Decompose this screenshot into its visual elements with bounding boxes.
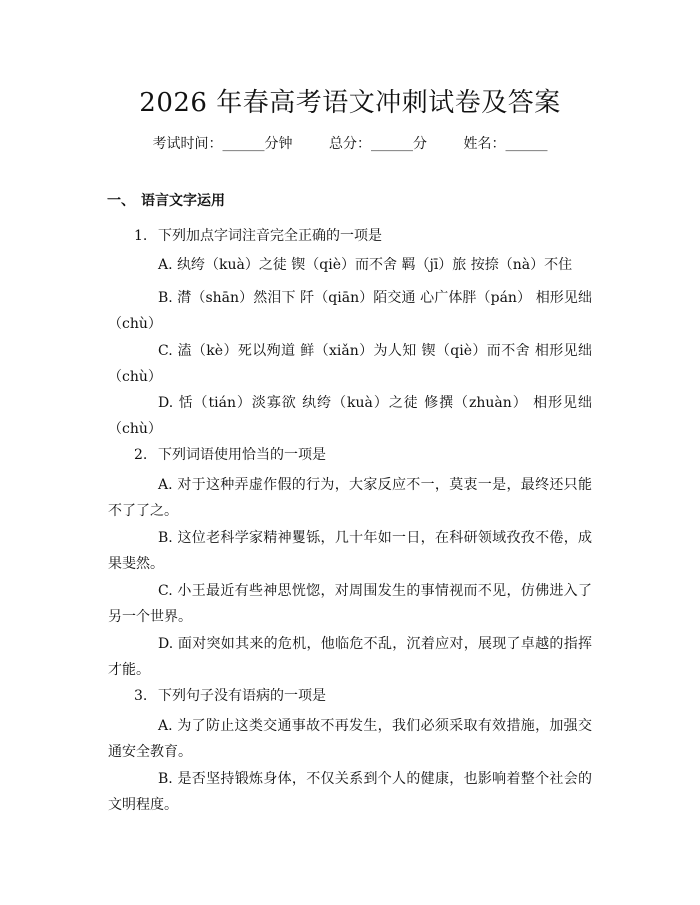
question-text: 下列加点字词注音完全正确的一项是	[158, 228, 382, 244]
question-text: 下列词语使用恰当的一项是	[158, 447, 326, 463]
option-1d: D. 恬（tián）淡寡欲 纨绔（kuà）之徒 修撰（zhuàn） 相形见绌（chù）	[108, 395, 592, 437]
option-1a: A. 纨绔（kuà）之徒 锲（qiè）而不舍 羁（jī）旅 按捺（nà）不住	[158, 257, 573, 273]
option-2c: C. 小王最近有些神思恍惚，对周围发生的事情视而不见，仿佛进入了另一个世界。	[108, 583, 592, 625]
exam-time-field: 考试时间：______分钟	[152, 136, 293, 152]
question-2	[134, 444, 326, 464]
option-3b: B. 是否坚持锻炼身体，不仅关系到个人的健康，也影响着整个社会的文明程度。	[108, 771, 592, 813]
option-2b: B. 这位老科学家精神矍铄，几十年如一日，在科研领域孜孜不倦，成果斐然。	[108, 530, 592, 572]
question-3	[134, 685, 326, 705]
student-name-field: 姓名：______	[463, 136, 548, 152]
option-1c: C. 溘（kè）死以殉道 鲜（xiǎn）为人知 锲（qiè）而不舍 相形见绌（chù）	[108, 343, 592, 385]
question-text: 下列句子没有语病的一项是	[158, 688, 326, 704]
option-2a: A. 对于这种弄虚作假的行为，大家反应不一，莫衷一是，最终还只能不了了之。	[108, 477, 592, 519]
total-score-field: 总分：______分	[329, 136, 427, 152]
option-1b: B. 潸（shān）然泪下 阡（qiān）陌交通 心广体胖（pán） 相形见绌（chù）	[108, 290, 592, 332]
question-1	[134, 225, 382, 245]
section-number: 一、	[107, 193, 135, 209]
section-heading	[107, 190, 225, 210]
option-3a: A. 为了防止这类交通事故不再发生，我们必须采取有效措施，加强交通安全教育。	[108, 718, 592, 760]
section-title: 语言文字运用	[141, 193, 225, 209]
option-2d: D. 面对突如其来的危机，他临危不乱，沉着应对，展现了卓越的指挥才能。	[108, 636, 592, 678]
question-number: 3.	[134, 688, 148, 704]
question-number: 2.	[134, 447, 148, 463]
page-title: 2026 年春高考语文冲刺试卷及答案	[139, 88, 561, 118]
question-number: 1.	[134, 228, 148, 244]
exam-meta	[0, 133, 700, 153]
